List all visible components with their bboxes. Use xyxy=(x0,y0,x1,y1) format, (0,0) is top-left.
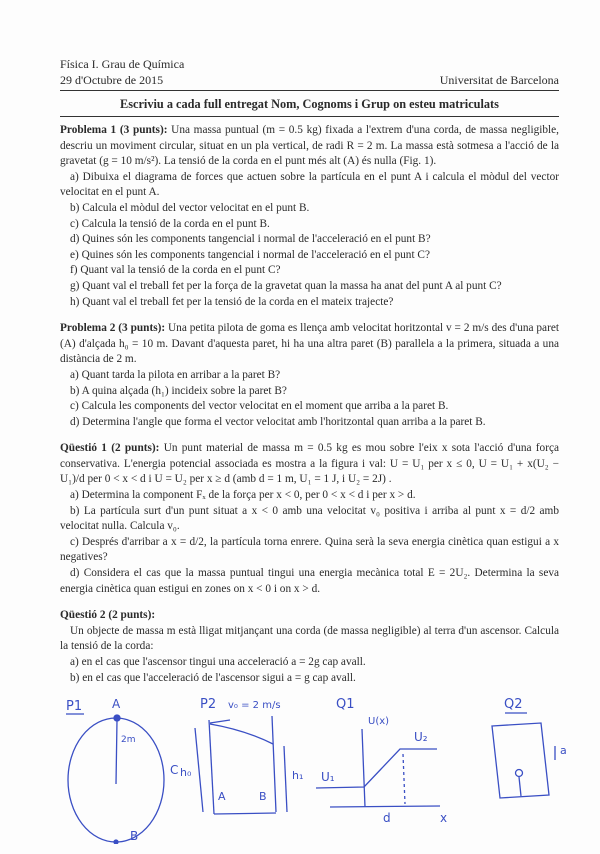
problem-1-title: Problema 1 (3 punts): xyxy=(60,124,168,136)
figure-label: B xyxy=(130,829,139,844)
figure-p1 xyxy=(66,697,178,844)
question-item: a) en el cas que l'ascensor tingui una acceleració a = 2g cap avall. xyxy=(70,656,366,668)
problem-1 xyxy=(60,123,559,310)
figure-label: 2m xyxy=(121,735,136,746)
question-item: g) Quant val el treball fet per la força de la gravetat quan la massa ha anat del punt A al punt C? xyxy=(70,279,502,292)
instruction: Escriviu a cada full entregat Nom, Cognoms i Grup on esteu matriculats xyxy=(120,97,499,111)
question-1 xyxy=(60,441,559,597)
problem-2-statement: Una petita pilota de goma es llença amb velocitat horitzontal v = 2 m/s des d'una paret (A) d'alçada h₀ = 10 m. Davant d'aquesta paret, hi ha una altra paret (B) parallela a la primera, situada a una distància de 2 m. xyxy=(60,322,559,366)
figure-label: v₀ = 2 m/s xyxy=(228,700,281,712)
question-item: d) Considera el cas que la massa puntual tingui una energia mecànica total E = 2U₂. Determina la seva energia cinètica quan estigui en zones on x < 0 i on x > d. xyxy=(60,567,559,595)
university: Universitat de Barcelona xyxy=(439,73,559,87)
question-item: b) A quina alçada (h₁) incideix sobre la paret B? xyxy=(70,384,287,397)
figure-label: a xyxy=(560,744,567,758)
figure-p2 xyxy=(180,697,303,814)
figure-label: d xyxy=(383,811,391,826)
hand-drawn-figures xyxy=(0,694,600,844)
question-item: b) Calcula el mòdul del vector velocitat en el punt B. xyxy=(70,201,310,214)
question-item: a) Quant tarda la pilota en arribar a la paret B? xyxy=(70,368,281,381)
question-item: d) Determina l'angle que forma el vector velocitat amb l'horitzontal quan arriba a la paret B. xyxy=(70,415,486,428)
figure-label: x xyxy=(440,811,448,826)
question-item: c) Calcula la tensió de la corda en el punt B. xyxy=(70,217,270,230)
question-item: h) Quant val el treball fet per la tensió de la corda en el mateix trajecte? xyxy=(70,295,394,308)
question-1-statement: Un punt material de massa m = 0.5 kg es mou sobre l'eix x sota l'acció d'una força conservativa. L'energia potencial associada es mostra a la figura i val: U = U₁ per x ≤ 0, U = U₁ + x(U₂ − U₁)/d per 0 < x < d i U = U₂ per x ≥ d (amb d = 1 m, U₁ = 1 J, i U₂ = 2J) . xyxy=(60,442,559,486)
figure-label: A xyxy=(112,697,121,712)
question-item: b) La partícula surt d'un punt situat a x < 0 amb una velocitat v₀ positiva i arriba al punt x = d/2 amb velocitat nulla. Calcula v₀. xyxy=(60,504,559,533)
problem-2 xyxy=(60,321,559,430)
fig-label: P1 xyxy=(66,699,83,715)
figure-label: A xyxy=(218,790,226,804)
question-item: f) Quant val la tensió de la corda en el punt C? xyxy=(70,264,281,277)
figure-q2 xyxy=(492,697,567,798)
divider xyxy=(60,90,559,91)
question-item: b) en el cas que l'acceleració de l'ascensor sigui a = g cap avall. xyxy=(70,671,356,684)
figure-label: B xyxy=(259,790,267,804)
question-item: a) Determina la component Fₓ de la força per x < 0, per 0 < x < d i per x > d. xyxy=(70,489,416,502)
figure-label: U(x) xyxy=(368,716,390,728)
header-row xyxy=(60,72,559,88)
figure-label: Q2 xyxy=(504,697,523,713)
exam-date: 29 d'Octubre de 2015 xyxy=(60,73,164,87)
figure-label: h₀ xyxy=(180,766,192,780)
question-1-title: Qüestió 1 (2 punts): xyxy=(60,442,160,455)
figure-label: U₁ xyxy=(321,770,335,785)
problem-2-title: Problema 2 (3 punts): xyxy=(60,322,166,335)
figure-label: Q1 xyxy=(336,697,355,713)
question-item: d) Quines són les components tangencial i normal de l'acceleració en el punt B? xyxy=(70,233,431,246)
figure-label: C xyxy=(170,763,179,778)
figure-label: h₁ xyxy=(292,769,304,783)
question-item: c) Després d'arribar a x = d/2, la partícula torna enrere. Quina serà la seva energia cinètica quan estigui a x negatives? xyxy=(60,535,559,564)
question-item: c) Calcula les components del vector velocitat en el moment que arriba a la paret B. xyxy=(70,400,449,413)
question-2-title: Qüestió 2 (2 punts): xyxy=(60,609,156,622)
question-item: e) Quines són les components tangencial i normal de l'acceleració en el punt C? xyxy=(70,248,430,261)
course-title: Física I. Grau de Química xyxy=(60,57,185,71)
figure-label: U₂ xyxy=(414,730,428,745)
question-2 xyxy=(60,608,559,686)
question-item: a) Dibuixa el diagrama de forces que actuen sobre la partícula en el punt A i calcula el mòdul del vector velocitat en el punt A. xyxy=(60,170,559,199)
question-2-statement: Un objecte de massa m està lligat mitjançant una corda (de massa negligible) al terra d'un ascensor. Calcula la tensió de la corda: xyxy=(60,624,559,653)
problem-1-statement: Una massa puntual (m = 0.5 kg) fixada a l'extrem d'una corda, de massa negligible, descriu un moviment circular, situat en un pla vertical, de radi R = 2 m. La massa està sotmesa a l'acció de la gravetat (g = 10 m/s²). La tensió de la corda en el punt més alt (A) és nulla (Fig. 1). xyxy=(60,124,560,168)
divider xyxy=(60,116,559,117)
figure-label: P2 xyxy=(200,697,217,713)
figure-q1 xyxy=(316,697,447,825)
